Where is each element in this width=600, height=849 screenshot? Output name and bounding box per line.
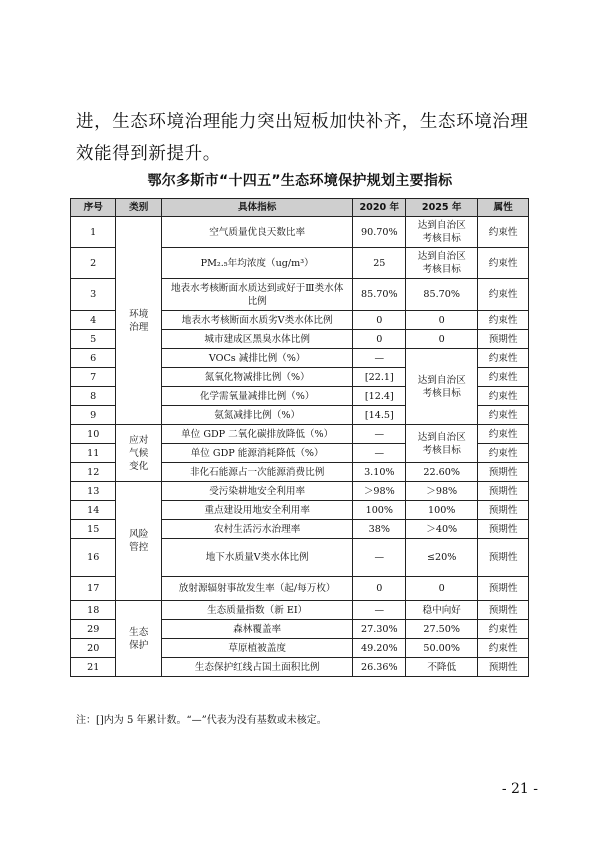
row-indicator: VOCs 减排比例（%） — [161, 349, 352, 368]
row-indicator: 生态质量指数（新 EI） — [161, 601, 352, 620]
row-2020: 85.70% — [353, 279, 406, 311]
row-indicator: 农村生活污水治理率 — [161, 520, 352, 539]
row-no: 11 — [71, 444, 116, 463]
category-cell: 应对 气候 变化 — [116, 425, 161, 482]
row-indicator: 单位 GDP 能源消耗降低（%） — [161, 444, 352, 463]
row-indicator: 化学需氧量减排比例（%） — [161, 387, 352, 406]
row-attribute: 预期性 — [478, 658, 529, 677]
row-indicator: 受污染耕地安全利用率 — [161, 482, 352, 501]
header-attribute: 属性 — [478, 199, 529, 217]
row-attribute: 约束性 — [478, 425, 529, 444]
row-attribute: 预期性 — [478, 482, 529, 501]
row-2025: ＞40% — [406, 520, 478, 539]
row-no: 14 — [71, 501, 116, 520]
row-indicator: 空气质量优良天数比率 — [161, 217, 352, 248]
row-2020: — — [353, 425, 406, 444]
row-indicator: 单位 GDP 二氧化碳排放降低（%） — [161, 425, 352, 444]
row-2025: 85.70% — [406, 279, 478, 311]
row-attribute: 预期性 — [478, 463, 529, 482]
category-cell: 风险 管控 — [116, 482, 161, 601]
page-number: - 21 - — [501, 781, 538, 797]
row-no: 3 — [71, 279, 116, 311]
row-2020: 0 — [353, 311, 406, 330]
row-2020: 25 — [353, 248, 406, 279]
row-2025: 100% — [406, 501, 478, 520]
table-row — [71, 601, 529, 620]
row-2025: 50.00% — [406, 639, 478, 658]
table-row — [71, 482, 529, 501]
row-no: 29 — [71, 620, 116, 639]
row-2020: — — [353, 349, 406, 368]
row-2020: 49.20% — [353, 639, 406, 658]
row-indicator: 非化石能源占一次能源消费比例 — [161, 463, 352, 482]
row-2025: 0 — [406, 311, 478, 330]
row-attribute: 约束性 — [478, 406, 529, 425]
indicators-table — [70, 198, 529, 677]
row-attribute: 预期性 — [478, 330, 529, 349]
table-header-row — [71, 199, 529, 217]
row-attribute: 约束性 — [478, 368, 529, 387]
row-no: 4 — [71, 311, 116, 330]
header-no: 序号 — [71, 199, 116, 217]
row-2020: [14.5] — [353, 406, 406, 425]
row-2025: 27.50% — [406, 620, 478, 639]
row-indicator: 森林覆盖率 — [161, 620, 352, 639]
row-no: 1 — [71, 217, 116, 248]
merged-2025-target: 达到自治区 考核目标 — [406, 425, 478, 463]
row-2025: 0 — [406, 330, 478, 349]
row-2025: ≤20% — [406, 539, 478, 577]
row-2020: — — [353, 539, 406, 577]
row-2020: 38% — [353, 520, 406, 539]
row-2025: ＞98% — [406, 482, 478, 501]
row-indicator: 地表水考核断面水质达到或好于Ⅲ类水体 比例 — [161, 279, 352, 311]
row-2020: 27.30% — [353, 620, 406, 639]
row-2025: 达到自治区 考核目标 — [406, 248, 478, 279]
row-2025: 稳中向好 — [406, 601, 478, 620]
table-row — [71, 425, 529, 444]
row-no: 13 — [71, 482, 116, 501]
row-indicator: 地表水考核断面水质劣Ⅴ类水体比例 — [161, 311, 352, 330]
row-2020: — — [353, 444, 406, 463]
row-2020: [12.4] — [353, 387, 406, 406]
row-attribute: 约束性 — [478, 387, 529, 406]
category-cell: 环境 治理 — [116, 217, 161, 425]
row-no: 18 — [71, 601, 116, 620]
table-note: 注：[]内为 5 年累计数。“—”代表为没有基数或未核定。 — [76, 715, 327, 726]
row-no: 12 — [71, 463, 116, 482]
row-no: 21 — [71, 658, 116, 677]
row-no: 9 — [71, 406, 116, 425]
row-attribute: 约束性 — [478, 311, 529, 330]
row-attribute: 预期性 — [478, 501, 529, 520]
row-2020: 26.36% — [353, 658, 406, 677]
row-indicator: 生态保护红线占国土面积比例 — [161, 658, 352, 677]
row-attribute: 约束性 — [478, 639, 529, 658]
row-attribute: 约束性 — [478, 217, 529, 248]
row-attribute: 约束性 — [478, 444, 529, 463]
row-indicator: 城市建成区黑臭水体比例 — [161, 330, 352, 349]
header-2025: 2025 年 — [406, 199, 478, 217]
intro-paragraph: 进，生态环境治理能力突出短板加快补齐，生态环境治理效能得到新提升。 — [76, 112, 529, 164]
row-no: 8 — [71, 387, 116, 406]
row-no: 5 — [71, 330, 116, 349]
row-2025: 0 — [406, 577, 478, 601]
header-indicator: 具体指标 — [161, 199, 352, 217]
row-2025: 不降低 — [406, 658, 478, 677]
row-no: 10 — [71, 425, 116, 444]
row-no: 15 — [71, 520, 116, 539]
category-cell: 生态 保护 — [116, 601, 161, 677]
row-no: 20 — [71, 639, 116, 658]
row-2020: [22.1] — [353, 368, 406, 387]
row-2020: 3.10% — [353, 463, 406, 482]
row-indicator: PM₂.₅年均浓度（ug/m³） — [161, 248, 352, 279]
table-title: 鄂尔多斯市“十四五”生态环境保护规划主要指标 — [147, 173, 453, 189]
row-2025: 22.60% — [406, 463, 478, 482]
row-attribute: 约束性 — [478, 349, 529, 368]
row-indicator: 重点建设用地安全利用率 — [161, 501, 352, 520]
header-category: 类别 — [116, 199, 161, 217]
row-2020: ＞98% — [353, 482, 406, 501]
row-indicator: 草原植被盖度 — [161, 639, 352, 658]
row-indicator: 放射源辐射事故发生率（起/每万枚） — [161, 577, 352, 601]
row-attribute: 约束性 — [478, 279, 529, 311]
row-2020: 90.70% — [353, 217, 406, 248]
row-attribute: 预期性 — [478, 601, 529, 620]
row-2020: 0 — [353, 577, 406, 601]
row-attribute: 预期性 — [478, 520, 529, 539]
row-attribute: 预期性 — [478, 539, 529, 577]
row-no: 7 — [71, 368, 116, 387]
row-indicator: 氨氮减排比例（%） — [161, 406, 352, 425]
table-row — [71, 217, 529, 248]
row-attribute: 预期性 — [478, 577, 529, 601]
header-2020: 2020 年 — [353, 199, 406, 217]
merged-2025-target: 达到自治区 考核目标 — [406, 349, 478, 425]
row-2020: 0 — [353, 330, 406, 349]
row-indicator: 氮氧化物减排比例（%） — [161, 368, 352, 387]
row-indicator: 地下水质量Ⅴ类水体比例 — [161, 539, 352, 577]
row-no: 16 — [71, 539, 116, 577]
row-no: 2 — [71, 248, 116, 279]
row-no: 17 — [71, 577, 116, 601]
row-2020: 100% — [353, 501, 406, 520]
row-2025: 达到自治区 考核目标 — [406, 217, 478, 248]
row-attribute: 约束性 — [478, 248, 529, 279]
row-2020: — — [353, 601, 406, 620]
row-attribute: 约束性 — [478, 620, 529, 639]
row-no: 6 — [71, 349, 116, 368]
